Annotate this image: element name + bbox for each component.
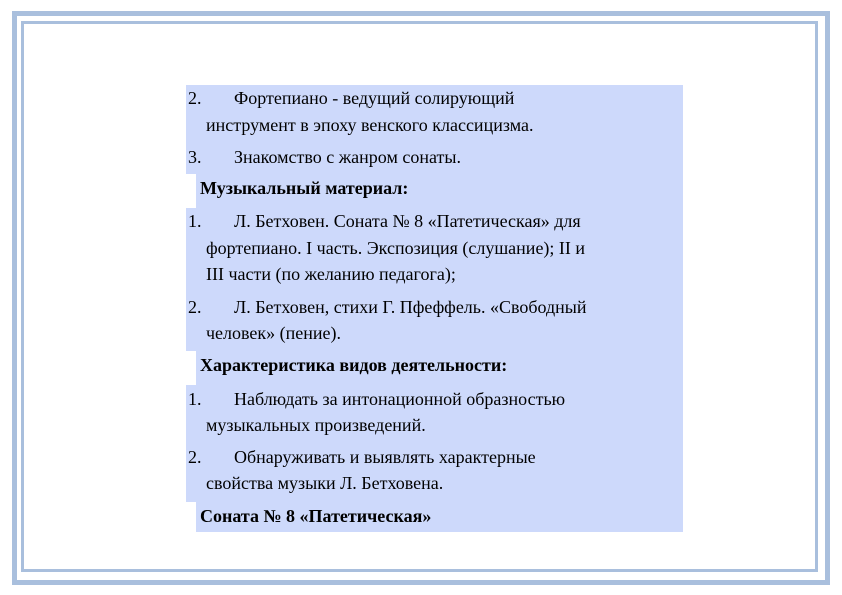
list-item-number: 3. xyxy=(188,147,202,167)
list-item-number: 2. xyxy=(188,88,202,108)
slide-text-block xyxy=(186,85,683,532)
list-item-text: Обнаруживать и выявлять характерные xyxy=(234,447,536,467)
section-heading: Характеристика видов деятельности: xyxy=(200,355,508,375)
list-item-text: Л. Бетховен, стихи Г. Пфеффель. «Свободный xyxy=(234,297,587,317)
list-item-number: 2. xyxy=(188,447,202,467)
list-item-text: Наблюдать за интонационной образностью xyxy=(234,389,566,409)
list-item-text: фортепиано. I часть. Экспозиция (слушание); II и xyxy=(206,238,586,258)
list-item-number: 2. xyxy=(188,297,202,317)
list-item-text: III части (по желанию педагога); xyxy=(206,264,456,284)
list-item-number: 1. xyxy=(188,389,202,409)
section-heading: Соната № 8 «Патетическая» xyxy=(200,506,432,526)
list-item-text: Л. Бетховен. Соната № 8 «Патетическая» для xyxy=(234,211,581,231)
list-item-text: Знакомство с жанром сонаты. xyxy=(234,147,461,167)
list-item-text: инструмент в эпоху венского классицизма. xyxy=(206,115,534,135)
list-item-text: Фортепиано - ведущий солирующий xyxy=(234,88,515,108)
list-item-number: 1. xyxy=(188,211,202,231)
list-item-text: человек» (пение). xyxy=(206,323,342,343)
list-item-text: музыкальных произведений. xyxy=(206,415,426,435)
section-heading: Музыкальный материал: xyxy=(200,178,409,198)
list-item-text: свойства музыки Л. Бетховена. xyxy=(206,473,444,493)
